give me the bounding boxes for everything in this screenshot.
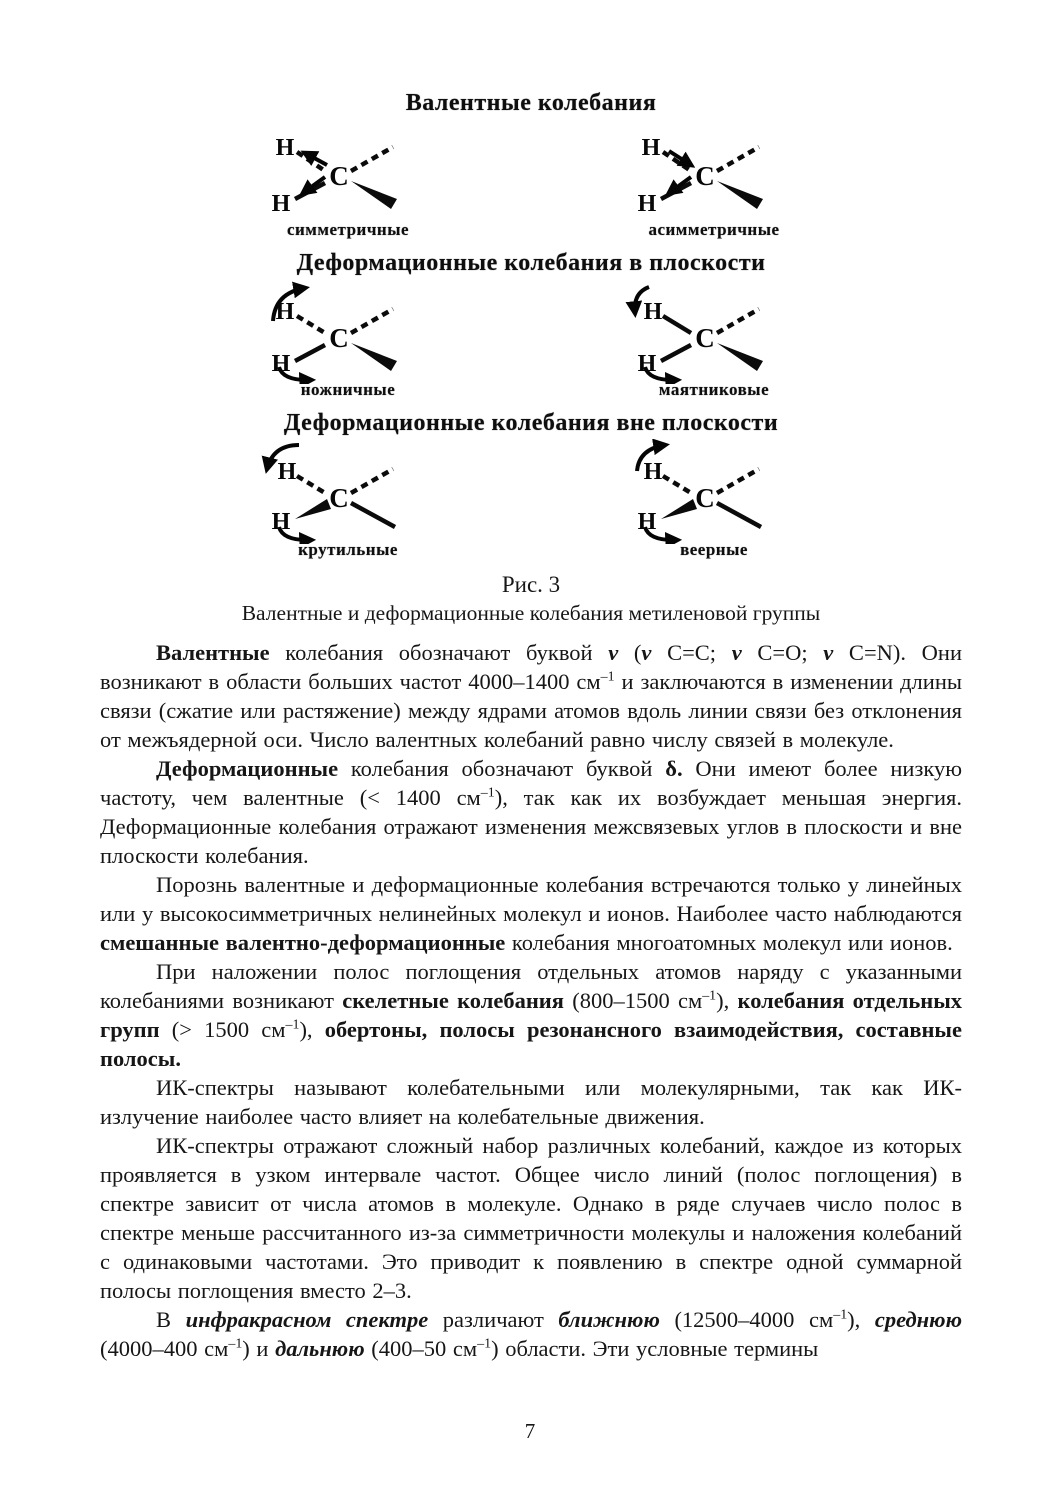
text-run: ), (847, 1307, 875, 1332)
paragraph (100, 638, 962, 754)
text-run: C=N). Они возникают в области больших частот 4000–1400 см (100, 640, 962, 694)
text-run: смешанные валентно-деформационные (100, 930, 506, 955)
superscript-text: –1 (477, 1336, 492, 1352)
text-run: Порознь валентные и деформационные колебания встречаются только у линейных или у высокосимметричных нелинейных молекул и ионов. Наиболее часто наблюдаются (100, 872, 962, 926)
hydrogen-label: H (641, 135, 660, 161)
carbon-label: C (328, 483, 349, 513)
superscript-text: –1 (833, 1307, 848, 1323)
text-run: колебания обозначают буквой (269, 640, 609, 665)
diagram-label: крутильные (298, 540, 398, 559)
text-run: ν (823, 640, 834, 665)
text-run: колебания многоатомных молекул или ионов. (505, 930, 953, 955)
hydrogen-label: H (643, 459, 662, 485)
text-run: ν (731, 640, 742, 665)
carbon-label: C (328, 161, 349, 191)
figure-3 (191, 90, 871, 560)
text-run: ( (618, 640, 642, 665)
body-text (100, 638, 962, 1363)
ch2-symmetric-stretch-diagram-icon (251, 119, 446, 224)
text-run: (800–1500 см (563, 988, 703, 1013)
text-run: ), (716, 988, 738, 1013)
text-run: При наложении полос поглощения отдельных атомов наряду с указанными колебаниями возникают (100, 959, 962, 1013)
diagram-label: асимметричные (648, 220, 780, 239)
figure-section-valence (191, 90, 871, 240)
text-run: инфракрасном спектре (185, 1307, 429, 1332)
text-run: δ. (665, 756, 683, 781)
page-number: 7 (524, 1419, 536, 1443)
hydrogen-label: H (275, 135, 294, 161)
figure-section-outofplane (191, 410, 871, 560)
text-run: ) и (242, 1336, 276, 1361)
carbon-label: C (694, 483, 715, 513)
paragraph (100, 1131, 962, 1305)
carbon-label: C (694, 161, 715, 191)
text-run: Деформационные (156, 756, 339, 781)
paragraph (100, 1073, 962, 1131)
hydrogen-label: H (271, 351, 290, 377)
text-run: обертоны, полосы резонансного взаимодействия, составные полосы. (100, 1017, 962, 1071)
superscript-text: –1 (285, 1017, 300, 1033)
text-run: (12500–4000 см (659, 1307, 834, 1332)
ch2-scissoring-diagram-icon (251, 279, 446, 384)
hydrogen-label: H (271, 509, 290, 535)
text-run: ), (299, 1017, 325, 1042)
text-run: (400–50 см (364, 1336, 478, 1361)
figure-caption (100, 572, 962, 626)
text-run: Они имеют более низкую частоту, чем валентные (< 1400 см (100, 756, 962, 810)
text-run: C=O; (741, 640, 824, 665)
figure-item-wagging (599, 439, 829, 560)
figure-section-heading: Деформационные колебания вне плоскости (283, 410, 779, 436)
figure-caption-title: Рис. 3 (501, 572, 561, 597)
hydrogen-label: H (637, 351, 656, 377)
hydrogen-label: H (637, 191, 656, 217)
text-run: C=C; (651, 640, 732, 665)
figure-section-heading: Валентные колебания (405, 90, 657, 116)
ch2-wagging-diagram-icon (617, 439, 812, 544)
paragraph (100, 754, 962, 870)
superscript-text: –1 (702, 988, 717, 1004)
text-run: В (156, 1307, 186, 1332)
text-run: ) области. Эти условные термины (491, 1336, 819, 1361)
hydrogen-label: H (637, 509, 656, 535)
superscript-text: –1 (480, 785, 495, 801)
text-run: ближнюю (558, 1307, 660, 1332)
text-run: колебания обозначают буквой (338, 756, 666, 781)
carbon-label: C (328, 323, 349, 353)
diagram-label: маятниковые (658, 380, 770, 399)
figure-caption-text: Валентные и деформационные колебания метиленовой группы (241, 601, 821, 625)
ch2-twisting-diagram-icon (251, 439, 446, 544)
diagram-label: ножничные (300, 380, 396, 399)
hydrogen-label: H (643, 299, 662, 325)
text-run: ИК-спектры отражают сложный набор различных колебаний, каждое из которых проявляется в узком интервале частот. Общее число линий (полос поглощения) в спектре зависит от числа атомов в молекуле. Однако в ряде случаев число полос в спектре меньше рассчитанного из-за симметричности молекулы и наложения колебаний с одинаковыми частотами. Это приводит к появлению в спектре одной суммарной полосы поглощения вместо 2–3. (100, 1133, 962, 1303)
figure-item-asymmetric (599, 119, 829, 240)
text-run: скелетные колебания (342, 988, 564, 1013)
diagram-label: веерные (680, 540, 748, 559)
text-run: ν (641, 640, 652, 665)
figure-item-scissoring (233, 279, 463, 400)
text-run: (4000–400 см (100, 1336, 229, 1361)
ch2-rocking-diagram-icon (617, 279, 812, 384)
text-run: колебания отдельных групп (100, 988, 963, 1042)
text-run: ), так как их возбуждает меньшая энергия. Деформационные колебания отражают изменения межсвязевых углов в плоскости и вне плоскости колебания. (100, 785, 962, 868)
text-run: ν (608, 640, 619, 665)
hydrogen-label: H (277, 459, 296, 485)
figure-item-rocking (599, 279, 829, 400)
figure-section-inplane (191, 250, 871, 400)
text-run: среднюю (874, 1307, 962, 1332)
text-run: различают (428, 1307, 559, 1332)
paragraph (100, 870, 962, 957)
superscript-text: –1 (228, 1336, 243, 1352)
text-run: дальнюю (275, 1336, 365, 1361)
paragraph (100, 957, 962, 1073)
superscript-text: –1 (600, 669, 615, 685)
ch2-asymmetric-stretch-diagram-icon (617, 119, 812, 224)
figure-item-twisting (233, 439, 463, 560)
diagram-label: симметричные (286, 220, 410, 239)
text-run: (> 1500 см (159, 1017, 286, 1042)
text-run: Валентные (156, 640, 270, 665)
figure-section-heading: Деформационные колебания в плоскости (296, 250, 766, 276)
paragraph (100, 1305, 962, 1363)
text-run: ИК-спектры называют колебательными или молекулярными, так как ИК-излучение наиболее часто влияет на колебательные движения. (100, 1075, 962, 1129)
figure-item-symmetric (233, 119, 463, 240)
hydrogen-label: H (275, 299, 294, 325)
text-run: и заключаются в изменении длины связи (сжатие или растяжение) между ядрами атомов вдоль линии связи без отклонения от межъядерной оси. Число валентных колебаний равно числу связей в молекуле. (100, 669, 962, 752)
carbon-label: C (694, 323, 715, 353)
hydrogen-label: H (271, 191, 290, 217)
